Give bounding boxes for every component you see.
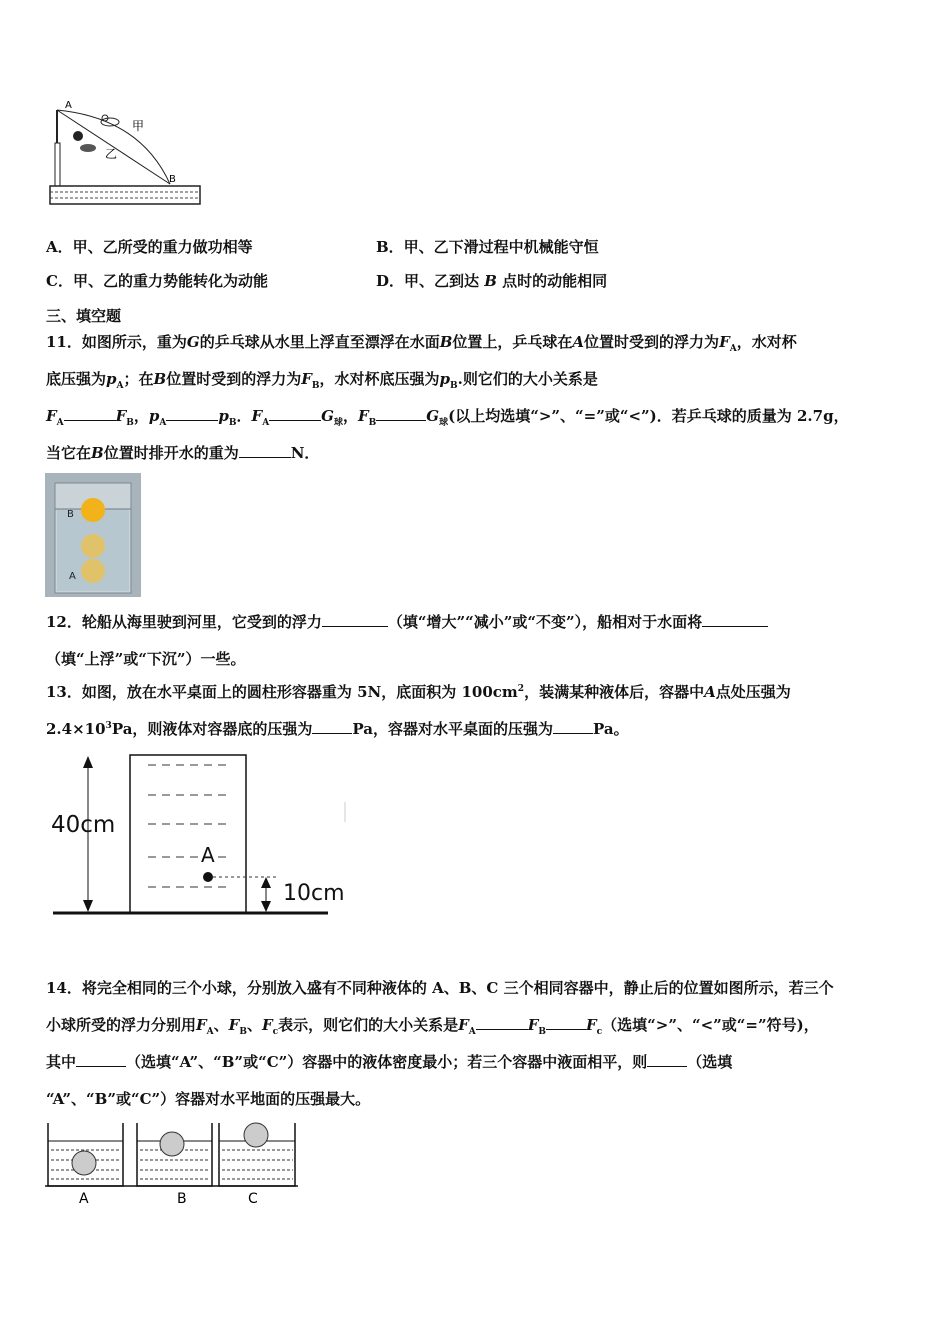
label-b: B — [177, 1191, 187, 1207]
label-a: A — [65, 100, 72, 111]
label-a: A — [79, 1191, 89, 1207]
blank[interactable] — [64, 406, 116, 421]
q13-line2: $2.4\times 10^3Pa$，则液体对容器底的压强为 Pa，容器对水平桌面的压强为 Pa。 — [46, 720, 629, 738]
beaker-photo — [45, 473, 141, 597]
blank[interactable] — [239, 443, 291, 458]
container-c — [219, 1123, 295, 1186]
height-40cm: 40cm — [51, 812, 116, 838]
q12-line2: （填“上浮”或“下沉”）一些。 — [46, 650, 246, 668]
container-figure — [48, 750, 348, 920]
blank[interactable] — [166, 406, 218, 421]
label-jia: 甲 — [132, 119, 145, 133]
q13-line1: 13．如图，放在水平桌面上的圆柱形容器重为 5N，底面积为 $100cm^2$，装满某种液体后，容器中A点处压强为 — [46, 683, 791, 701]
blank[interactable] — [476, 1015, 528, 1030]
q10-option-d: D．甲、乙到达 B 点时的动能相同 — [376, 272, 608, 290]
q11-line2: 底压强为$p_A$；在B位置时受到的浮力为$F_B$，水对杯底压强为$p_B$.则它们的大小关系是 — [46, 370, 598, 391]
q11-line3: $F_A$ $F_B$，$p_A$ $p_B$．$F_A$ $G_球$，$F_B$ $G_球$(以上均选填“>”、“=”或“<”)．若乒乓球的质量为 2.7g， — [46, 407, 849, 428]
three-containers-figure — [45, 1118, 300, 1208]
q14-line2: 小球所受的浮力分别用$F_A$、$F_B$、$F_c$表示，则它们的大小关系是$F_A$ $F_B$ $F_c$（选填“>”、“<”或“=”符号)， — [46, 1016, 819, 1037]
q11-line1: 11．如图所示，重为G的乒乓球从水里上浮直至漂浮在水面B位置上，乒乓球在A位置时受到的浮力为$F_A$，水对杯 — [46, 333, 797, 354]
label-a: A — [69, 571, 76, 582]
q10-option-b: B．甲、乙下滑过程中机械能守恒 — [376, 238, 599, 256]
q12-line1: 12．轮船从海里驶到河里，它受到的浮力 （填“增大”“减小”或“不变”），船相对于水面将 — [46, 611, 768, 632]
blank[interactable] — [269, 406, 321, 421]
q14-line3: 其中 （选填“A”、“B”或“C”）容器中的液体密度最小；若三个容器中液面相平，则 （选填 — [46, 1053, 733, 1071]
q11-line4: 当它在B位置时排开水的重为 N． — [46, 444, 320, 462]
blank[interactable] — [76, 1052, 126, 1067]
q14-line4: “A”、“B”或“C”）容器对水平地面的压强最大。 — [46, 1090, 371, 1108]
blank[interactable] — [376, 406, 426, 421]
label-c: C — [248, 1191, 258, 1207]
point-a-label: A — [201, 843, 215, 867]
slide-figure — [45, 98, 210, 210]
container-b — [137, 1123, 212, 1186]
blank[interactable] — [702, 612, 768, 627]
label-b: B — [67, 509, 74, 520]
q10-option-a: A．甲、乙所受的重力做功相等 — [46, 238, 253, 256]
blank[interactable] — [553, 719, 593, 734]
section-fill-in: 三、填空题 — [46, 307, 122, 325]
blank[interactable] — [322, 612, 388, 627]
container-a — [48, 1123, 123, 1186]
label-b: B — [169, 174, 176, 185]
label-yi: 乙 — [105, 147, 118, 161]
blank[interactable] — [647, 1052, 687, 1067]
q10-option-c: C．甲、乙的重力势能转化为动能 — [46, 272, 268, 290]
height-10cm: 10cm — [283, 881, 345, 906]
q14-line1: 14．将完全相同的三个小球，分别放入盛有不同种液体的 A、B、C 三个相同容器中，静止后的位置如图所示，若三个 — [46, 979, 834, 997]
blank[interactable] — [546, 1015, 586, 1030]
blank[interactable] — [312, 719, 352, 734]
